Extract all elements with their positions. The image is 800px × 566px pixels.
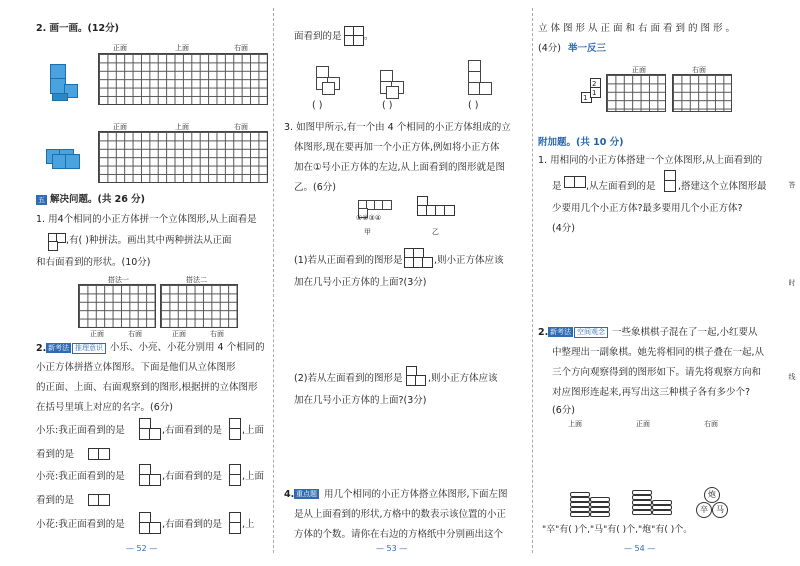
b2-number: 2. xyxy=(538,327,549,338)
b1-line4: (4分) xyxy=(552,223,575,234)
piece-zu: 卒 xyxy=(696,502,712,518)
side-mark-2: 时 xyxy=(788,279,796,287)
q4-line1: 用几个相同的小正方体搭立体图形,下面左图 xyxy=(324,489,508,500)
q3-line1: 3. 如图甲所示,有一个由 4 个相同的小正方体组成的立 xyxy=(284,122,511,133)
dir-top: 上面 xyxy=(568,420,582,428)
b2-line1: 一些象棋棋子混在了一起,小红要从 xyxy=(612,327,758,338)
num-1: 2 xyxy=(592,80,597,88)
q2b-line3: 的正面、上面、右面观察到的图形,根据拼的立体图形 xyxy=(36,382,258,393)
xiaole-right: ,右面看到的是 xyxy=(162,425,223,436)
method-2-grid[interactable] xyxy=(160,284,238,328)
reasoning-tag: 推理意识 xyxy=(72,343,106,354)
xiaoliang-right: ,右面看到的是 xyxy=(162,471,223,482)
dir-front: 正面 xyxy=(636,420,650,428)
m1-front: 正面 xyxy=(90,330,104,338)
b2-line3: 三个方向观察得到的图形如下。请先将观察方向和 xyxy=(552,367,762,378)
label-right-1: 右面 xyxy=(234,44,248,52)
b2-line4: 对应图形连起来,再写出这三种棋子各有多少个? xyxy=(552,387,751,398)
label-right-r: 右面 xyxy=(692,66,706,74)
label-top-1: 上面 xyxy=(175,44,189,52)
b1-line2c: ,搭建这个立体图形最 xyxy=(678,181,767,192)
dir-right: 右面 xyxy=(704,420,718,428)
q3a-line1b: ,则小正方体应该 xyxy=(434,255,504,266)
piece-pao: 炮 xyxy=(704,487,720,503)
q3-line3: 加在①号小正方体的左边,从上面看到的图形就是图 xyxy=(294,162,506,173)
label-front-2: 正面 xyxy=(113,123,127,131)
answer-line[interactable]: "卒"有( )个,"马"有( )个,"炮"有( )个。 xyxy=(542,525,693,535)
page-number-54: — 54 — xyxy=(624,544,656,553)
b1-line3: 少要用几个小正方体?最多要用几个小正方体? xyxy=(552,203,743,214)
method-1-grid[interactable] xyxy=(78,284,156,328)
xiaohua-right: ,右面看到的是 xyxy=(162,519,223,530)
piece-ma: 马 xyxy=(712,502,728,518)
front-view-grid[interactable] xyxy=(606,74,666,112)
label-yi: 乙 xyxy=(432,228,439,236)
xiaole-seen: 看到的是 xyxy=(36,449,75,460)
label-top-2: 上面 xyxy=(175,123,189,131)
q2b-line4: 在括号里填上对应的名字。(6分) xyxy=(36,402,173,413)
page-53: 面看到的是 。 ( ) ( ) ( ) 3. 如图甲所示,有一个由 4 个相同的小正方体组成的立 体图形,现在要再加一个小正方体,例如将小正方体 加在①号小正方体的左边,从上面看到的图形就是图 乙。(6分) ①②③④ 甲 乙 (1)若从正面看到的图形是 ,则小正方体应该 加在几号小正方体的上面?(3分) (2)若从左面看到的图形是 ,则小正方体应该 加在几号小正方体的上面?(3分) 4. 重点题 用几个相同的小正方体搭立体图形,下面左图 是从上面看到的形状,方格中的数表示该位置的小正 方体的个数。请你在右边的方格纸中分别画出这个 — 53 — xyxy=(272,0,532,566)
xiaoliang-seen: 看到的是 xyxy=(36,495,75,506)
q4-line3: 方体的个数。请你在右边的方格纸中分别画出这个 xyxy=(294,529,504,540)
side-mark-1: 答 xyxy=(788,181,796,189)
q1-line1: 1. 用4个相同的小正方体拼一个立体图形,从上面看是 xyxy=(36,214,257,225)
b2-line2: 中整理出一副象棋。她先将相同的棋子叠在一起,从 xyxy=(552,347,765,358)
spatial-tag: 空间观念 xyxy=(574,327,608,338)
num-2: 1 xyxy=(583,94,588,102)
q3b-line1b: ,则小正方体应该 xyxy=(428,373,498,384)
q3a-line2: 加在几号小正方体的上面?(3分) xyxy=(294,277,427,288)
b1-line2b: ,从左面看到的是 xyxy=(586,181,656,192)
section-title: 解决问题。(共 26 分) xyxy=(50,194,146,205)
option-paren-2[interactable]: ( ) xyxy=(382,100,393,111)
q2-title: 2. 画一画。(12分) xyxy=(36,23,119,34)
right-score: (4分) xyxy=(538,43,561,54)
q4-number: 4. xyxy=(284,489,295,500)
q2b-line1: 小乐、小亮、小花分别用 4 个相同的 xyxy=(110,342,265,353)
q1-line2: ,有( )种拼法。画出其中两种拼法从正面 xyxy=(66,235,232,246)
xiaole-front: 小乐:我正面看到的是 xyxy=(36,425,125,436)
new-method-tag: 新考法 xyxy=(48,344,69,352)
side-mark-3: 线 xyxy=(788,373,796,381)
key-question-tag: 重点题 xyxy=(296,490,317,498)
q3-line4: 乙。(6分) xyxy=(294,182,336,193)
page-54 xyxy=(532,0,800,566)
drawing-grid-1[interactable] xyxy=(98,53,268,105)
label-right-2: 右面 xyxy=(234,123,248,131)
b1-line2a: 是 xyxy=(552,181,562,192)
method-2: 搭法二 xyxy=(186,276,207,284)
right-view-grid[interactable] xyxy=(672,74,732,112)
num-3: 1 xyxy=(592,89,597,97)
option-paren-3[interactable]: ( ) xyxy=(468,100,479,111)
xiaoliang-front: 小亮:我正面看到的是 xyxy=(36,471,125,482)
q2b-line2: 小正方体拼搭立体图形。下面是他们从立体图形 xyxy=(36,362,236,373)
page-number-53: — 53 — xyxy=(376,544,408,553)
q1-line3: 和右面看到的形状。(10分) xyxy=(36,257,151,268)
label-front-r: 正面 xyxy=(632,66,646,74)
xiaole-top: ,上面 xyxy=(242,425,265,436)
m2-right: 右面 xyxy=(210,330,224,338)
m1-right: 右面 xyxy=(128,330,142,338)
right-top-line: 立体图形从正面和右面看到的图形。 xyxy=(538,23,739,34)
b2-line5: (6分) xyxy=(552,405,575,416)
circled-numbers: ①②③④ xyxy=(356,214,382,222)
xiaoliang-top: ,上面 xyxy=(242,471,265,482)
label-front-1: 正面 xyxy=(113,44,127,52)
bonus-title: 附加题。(共 10 分) xyxy=(538,137,624,148)
q4-line2: 是从上面看到的形状,方格中的数表示该位置的小正 xyxy=(294,509,507,520)
page-52: 2. 画一画。(12分) 正面 上面 右面 正面 上面 右面 五 解决问题。(共 26 分) 1. 用4个相同的小正方体拼一个立体图形,从上面看是 ,有( )种拼法。画出其中两种拼法从正面 和右面看到的形状。(10分) 搭法一 搭法二 正面 右面 正面 右面 2. 新考法 推理意识 小乐、小亮、小花分别用 4 个相同的 小正方体拼搭立体图形。下面是他们从立体图形 的正面、上面、右面观察到的图形,根据拼的立体图形 在括号里填上对应的名字。(6分) 小乐:我正面看到的是 ,右面看到的是 ,上面 看到的是 小亮:我正面看到的是 ,右面看到的是 ,上面 看到的是 小花:我正面看到的是 ,右面看到的是 ,上 — 52 — xyxy=(0,0,272,566)
m2-front: 正面 xyxy=(172,330,186,338)
xiaohua-top: ,上 xyxy=(242,519,255,530)
page-number-52: — 52 — xyxy=(126,544,158,553)
section-badge: 五 xyxy=(38,196,45,204)
b1-line1: 1. 用相同的小正方体搭建一个立体图形,从上面看到的 xyxy=(538,155,763,166)
drawing-grid-2[interactable] xyxy=(98,131,268,183)
label-jia: 甲 xyxy=(364,228,371,236)
extend-label: 举一反三 xyxy=(568,43,607,54)
mid-top-line: 面看到的是 xyxy=(294,31,342,42)
q3a-line1: (1)若从正面看到的图形是 xyxy=(294,255,403,266)
xiaohua-front: 小花:我正面看到的是 xyxy=(36,519,125,530)
b2-new-tag: 新考法 xyxy=(550,328,571,336)
q3b-line2: 加在几号小正方体的上面?(3分) xyxy=(294,395,427,406)
option-paren-1[interactable]: ( ) xyxy=(312,100,323,111)
q3b-line1: (2)若从左面看到的图形是 xyxy=(294,373,403,384)
q3-line2: 体图形,现在要再加一个小正方体,例如将小正方体 xyxy=(294,142,500,153)
method-1: 搭法一 xyxy=(108,276,129,284)
